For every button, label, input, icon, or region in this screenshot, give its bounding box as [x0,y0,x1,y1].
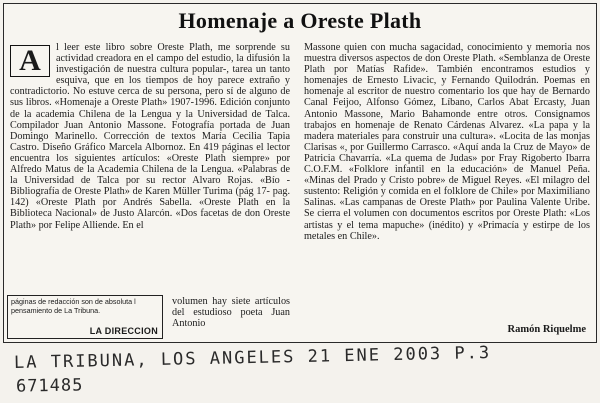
handwritten-source-note: LA TRIBUNA, LOS ANGELES 21 ENE 2003 P.3 [13,343,492,373]
newspaper-clipping [3,3,597,343]
disclaimer-text: páginas de redacción son de absoluta l pensamiento de La Tribuna. [11,297,136,315]
left-column-text: l leer este libro sobre Oreste Plath, me sorprende su actividad creadora en el campo del estudio, la difusión la investigación de nuestra cultura popular-, tarea un tanto esquiva, que en los tiempos de hoy parece extraño y contradictorio. No estuve cerca de su persona, pero sí de alguno de sus libros. «Homenaje a Oreste Plath» 1907-1996. Edición conjunto de la academia Chilena de la Lengua y la Universidad de Talca. Compilador Juan Antonio Massone. Fotografía portada de Juan Domingo Marinello. Corrección de textos María Cecilia Tapia Castro. Diseño Gráfico Marcela Albornoz. En 419 páginas el lector encuentra los siguientes artículos: «Oreste Plath siempre» por Alfredo Matus de la Academia Chilena de la Lengua. «Palabras de la Universidad de Talca por su rector Alvaro Rojas. «Bío - Bibliografía de Oreste Plath» de Karen Müller Turima (pág 17- pag. 142) «Oreste Plath por Andrés Sabella. «Oreste Plath en la Biblioteca Nacional» de Justo Alarcón. «Dos facetas de don Oreste Plath» por Felipe Alliende. En el [10,42,290,231]
article-left-column [10,42,290,231]
disclaimer-signature: LA DIRECCION [89,326,158,337]
article-author: Ramón Riquelme [507,324,586,335]
drop-cap: A [10,45,50,77]
article-right-column [304,42,590,242]
right-column-text: Massone quien con mucha sagacidad, conocimiento y memoria nos muestra diversos aspectos de don Oreste Plath. «Semblanza de Oreste Plath por Matías Rafide». También encontramos estudios y homenajes de Ernesto Livacic, y Fernando Quilodrán. Poemas en homenaje al escritor de nuestro comentario los que hay de Bernardo Canal Feijoo, Alfonso Gómez, Líbano, Carlos Abat Ercasty, Juan Antonio Massone, Mario Bahamonde entre otros. Consignamos trabajos en homenaje de Renato Cárdenas Alvarez. «La papa y la madera materiales para construir una cultura». «Locita de las monjas Clarisas «, por Guillermo Carrasco. «Aquí anda la Cruz de Mayo» de Patricia Chavarría. «La quema de Judas» por Fray Rigoberto Ibarra C.O.F.M. «Folklore infantil en la educación» de Manuel Peña. «Minas del Prado y Cristo pobre» de Miguel Reyes. «El milagro del sustento: Religión y comida en el folklore de Chile» por Maximiliano Salinas. «Las campanas de Oreste Plath» por Paulina Valente Uribe. Se cierra el volumen con documentos escritos por Oreste Plath: «Los artistas y el tema mapuche» (inédito) y «Primacía y estirpe de los metales en Chile». [304,42,590,242]
left-column-tail-text: volumen hay siete artículos del estudioso poeta Juan Antonio [172,296,290,330]
editorial-disclaimer-box [7,295,163,339]
handwritten-catalog-number: 671485 [15,375,84,397]
article-headline: Homenaje a Oreste Plath [178,8,422,33]
